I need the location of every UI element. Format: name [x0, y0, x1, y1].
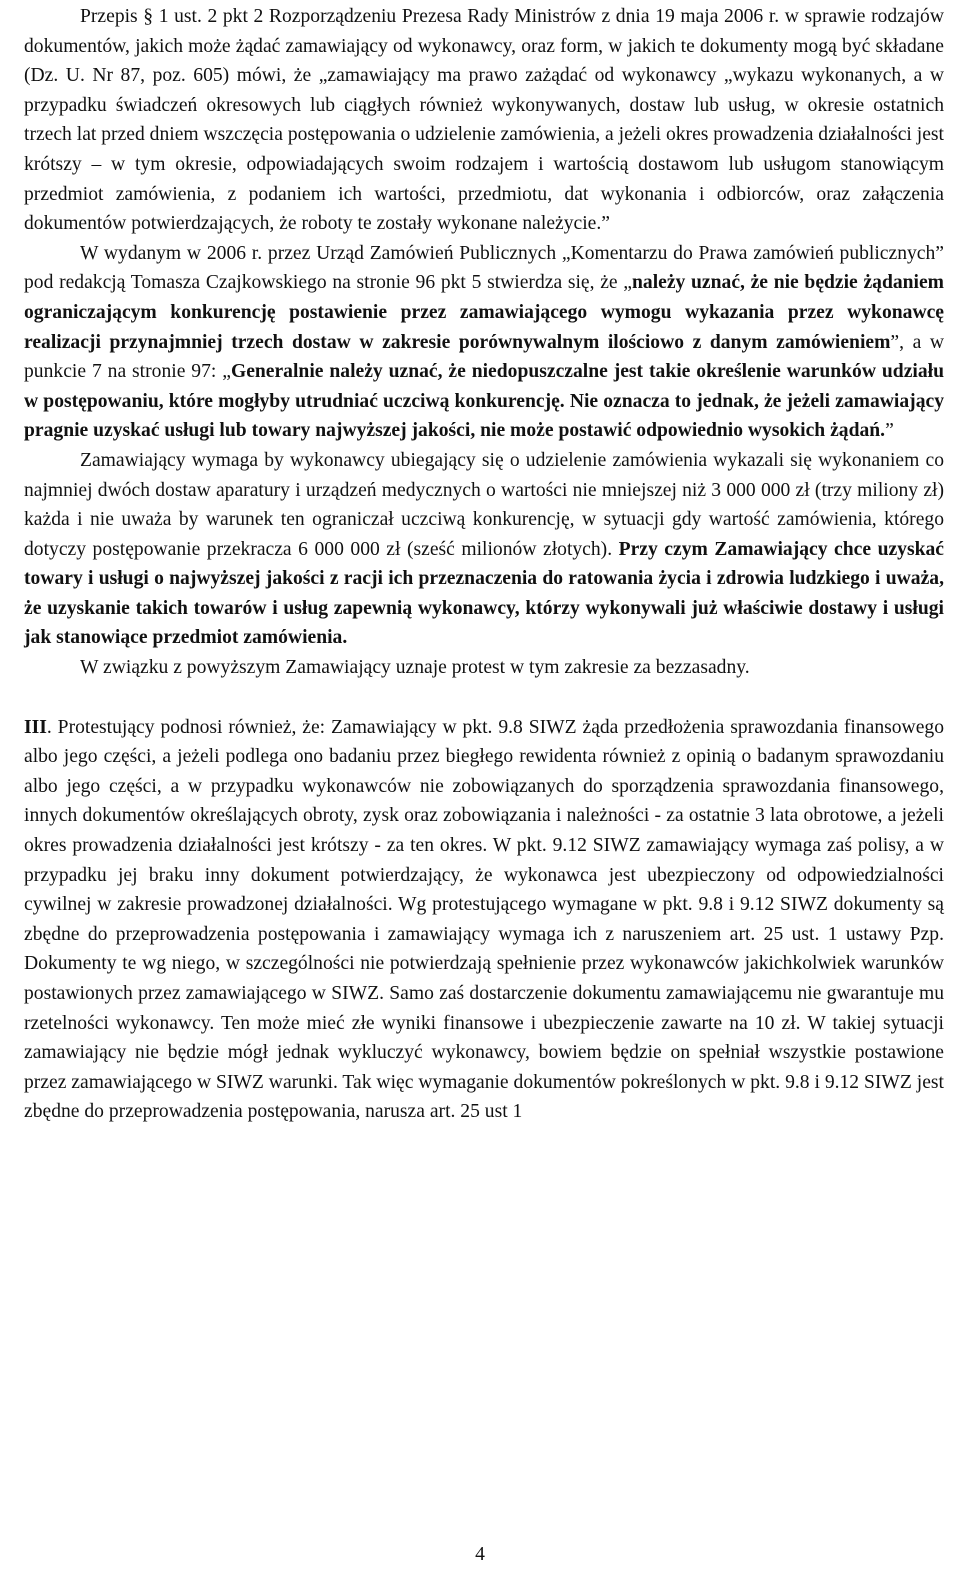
page-number: 4: [475, 1544, 485, 1565]
document-page: [24, 2, 944, 1127]
paragraph-text: ”: [885, 420, 894, 442]
paragraph-text: . Protestujący podnosi również, że: Zamawiający w pkt. 9.8 SIWZ żąda przedłożenia sprawozdania finansowego albo jego części, a jeżeli podlega ono badaniu przez biegłego rewidenta również z opinią o badanym sprawozdaniu albo jego części, a w przypadku wykonawców nie zobowiązanych do sporządzenia sprawozdania finansowego, innych dokumentów określających obroty, zysk oraz zobowiązania i należności - za ostatnie 3 lata obrotowe, a jeżeli okres prowadzenia działalności jest krótszy - za ten okres. W pkt. 9.12 SIWZ zamawiający wymaga zaś polisy, a w przypadku jej braku inny dokument potwierdzający, że wykonawca jest ubezpieczony od odpowiedzialności cywilnej w zakresie prowadzonej działalności. Wg protestującego wymagane w pkt. 9.8 i 9.12 SIWZ dokumenty są zbędne do przeprowadzenia postępowania i zamawiający wymaga ich z naruszeniem art. 25 ust. 1 ustawy Pzp. Dokumenty te wg niego, w szczególności nie potwierdzają spełnienie przez wykonawców jakichkolwiek warunków postawionych przez zamawiającego w SIWZ. Samo zaś dostarczenie dokumentu zamawiającemu nie gwarantuje mu rzetelności wykonawcy. Ten może mieć złe wyniki finansowe i ubezpieczenie zawarte na 10 zł. W takiej sytuacji zamawiający nie będzie mógł jednak wykluczyć wykonawcy, bowiem będzie on spełniał wszystkie postawione przez zamawiającego w SIWZ warunki. Tak więc wymaganie dokumentów pokreślonych w pkt. 9.8 i 9.12 SIWZ jest zbędne do przeprowadzenia postępowania, narusza art. 25 ust 1: [24, 716, 944, 1123]
paragraph-text: W związku z powyższym Zamawiający uznaje protest w tym zakresie za bezzasadny.: [80, 657, 750, 679]
paragraph-regulation: [24, 2, 944, 239]
paragraph-text: Zamawiający wymaga by wykonawcy ubiegający się o udzielenie zamówienia wykazali się wykonaniem co najmniej dwóch dostaw aparatury i urządzeń medycznych o wartości nie mniejszej niż 3 000 000 zł (trzy miliony zł) każda i nie uważa by warunek ten ograniczał uczciwą konkurencję, w sytuacji gdy wartość zamówienia, którego dotyczy postępowanie przekracza 6 000 000 zł (sześć milionów złotych).: [24, 449, 944, 560]
paragraph-section-iii: [24, 713, 944, 1127]
section-number: III: [24, 716, 47, 738]
quote-bold: Generalnie należy uznać, że niedopuszczalne jest takie określenie warunków udziału w postępowaniu, które mogłyby utrudniać uczciwą konkurencję. Nie oznacza to jednak, że jeżeli zamawiający pragnie uzyskać usługi lub towary najwyższej jakości, nie może postawić odpowiednio wysokich żądań.: [24, 361, 944, 442]
paragraph-text: Przepis § 1 ust. 2 pkt 2 Rozporządzeniu Prezesa Rady Ministrów z dnia 19 maja 2006 r. w sprawie rodzajów dokumentów, jakich może żądać zamawiający od wykonawcy, oraz form, w jakich te dokumenty mogą być składane (Dz. U. Nr 87, poz. 605) mówi, że „zamawiający ma prawo zażądać od wykonawcy „wykazu wykonanych, a w przypadku świadczeń okresowych lub ciągłych również wykonywanych, dostaw lub usług, w okresie ostatnich trzech lat przed dniem wszczęcia postępowania o udzielenie zamówienia, a jeżeli okres prowadzenia działalności jest krótszy – w tym okresie, odpowiadających swoim rodzajem i wartością dostawom lub usługom stanowiącym przedmiot zamówienia, z podaniem ich wartości, przedmiotu, dat wykonania i odbiorców, oraz załączenia dokumentów potwierdzających, że roboty te zostały wykonane należycie.”: [24, 6, 944, 235]
emphasis-bold: Przy czym Zamawiający chce uzyskać towary i usługi o najwyższej jakości z racji ich przeznaczenia do ratowania życia i zdrowia ludzkiego i uważa, że uzyskanie takich towarów i usług zapewnią wykonawcy, którzy wykonywali już właściwie dostawy i usługi jak stanowiące przedmiot zamówienia.: [24, 538, 944, 649]
paragraph-text: ”, a w punkcie 7 na stronie 97: „: [24, 331, 945, 383]
paragraph-commentary: [24, 239, 944, 446]
paragraph-text: W wydanym w 2006 r. przez Urząd Zamówień Publicznych „Komentarzu do Prawa zamówień publicznych” pod redakcją Tomasza Czajkowskiego na stronie 96 pkt 5 stwierdza się, że „: [24, 242, 944, 294]
paragraph-conclusion: [24, 653, 944, 683]
quote-bold: należy uznać, że nie będzie żądaniem ograniczającym konkurencję postawienie przez zamawiającego wymogu wykazania przez wykonawcę realizacji przynajmniej trzech dostaw w zakresie porównywalnym ilościowo z danym zamówieniem: [24, 272, 945, 353]
paragraph-spacer: [24, 683, 944, 713]
paragraph-requirement: [24, 446, 944, 653]
